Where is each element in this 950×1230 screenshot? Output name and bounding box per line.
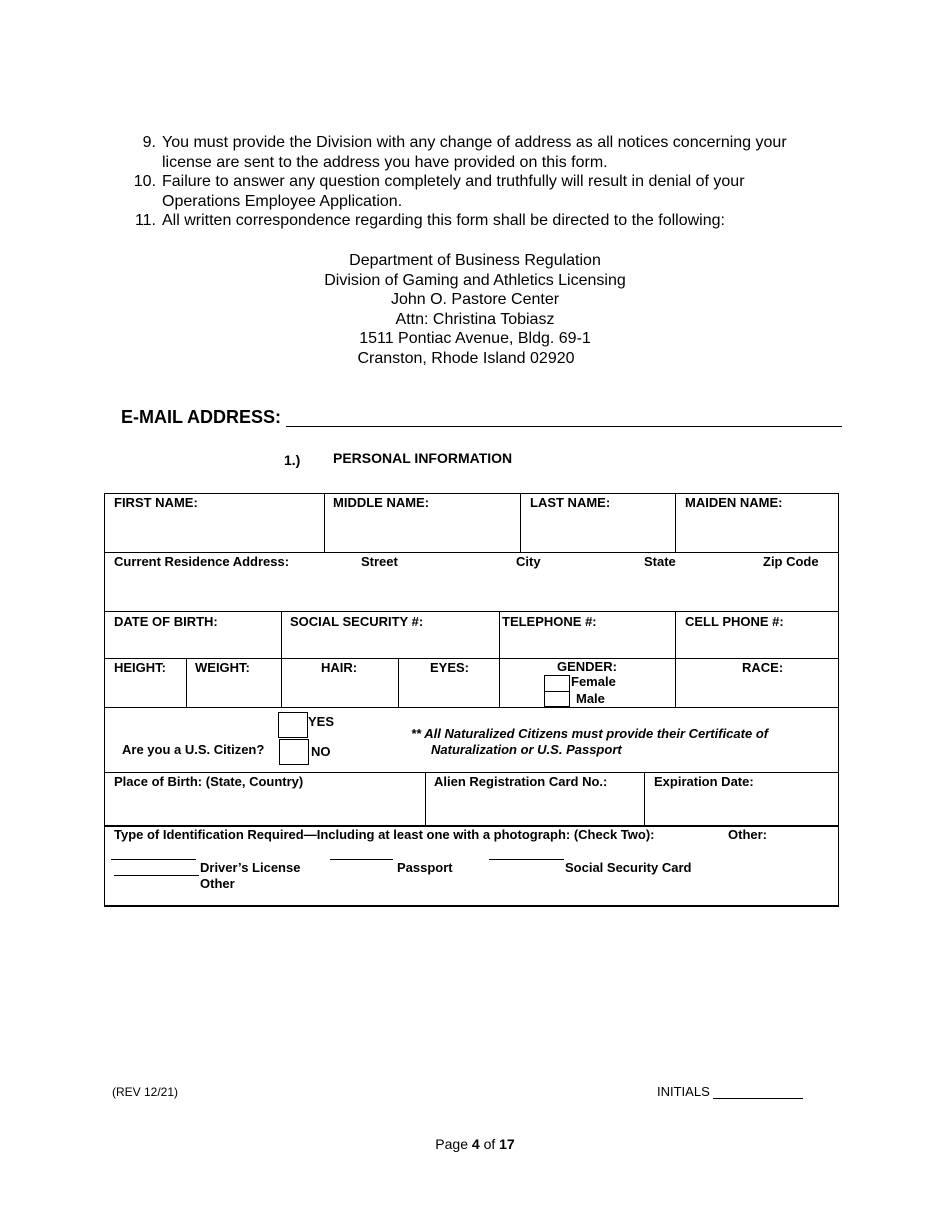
page-number [0, 1136, 950, 1152]
address-line: Division of Gaming and Athletics Licensing [324, 271, 626, 289]
col-divider [324, 494, 325, 552]
naturalization-note: ** All Naturalized Citizens must provide their Certificate of [411, 726, 769, 741]
maiden-name-field[interactable]: MAIDEN NAME: [685, 495, 783, 510]
instruction-number: 10. [133, 173, 156, 190]
col-divider [398, 658, 399, 707]
address-line: Cranston, Rhode Island 02920 [357, 349, 575, 367]
instruction-text: Operations Employee Application. [162, 192, 403, 210]
instruction-number: 11. [134, 212, 156, 229]
other-id-label: Other [200, 876, 235, 891]
weight-field[interactable]: WEIGHT: [195, 660, 250, 675]
row-divider [105, 552, 838, 553]
page-of: of [483, 1136, 496, 1152]
passport-label: Passport [397, 860, 453, 875]
citizen-yes-checkbox[interactable] [278, 712, 308, 738]
street-label: Street [361, 554, 398, 569]
email-label: E-MAIL ADDRESS: [121, 407, 282, 427]
col-divider [499, 611, 500, 707]
section-number: 1.) [284, 452, 301, 468]
address-line: John O. Pastore Center [390, 291, 560, 309]
initials-field[interactable] [713, 1098, 803, 1099]
expiration-date-field[interactable]: Expiration Date: [654, 774, 754, 789]
yes-label: YES [308, 714, 335, 729]
address-line: Attn: Christina Tobiasz [395, 310, 555, 328]
other-id-blank[interactable] [114, 875, 199, 876]
height-field[interactable]: HEIGHT: [114, 660, 166, 675]
date-of-birth-field[interactable]: DATE OF BIRTH: [114, 614, 218, 629]
male-label: Male [576, 691, 605, 706]
instruction-text: license are sent to the address you have provided on this form. [162, 153, 608, 171]
telephone-field[interactable]: TELEPHONE #: [502, 614, 597, 629]
col-divider [186, 658, 187, 707]
male-checkbox[interactable] [544, 691, 570, 707]
instruction-text: You must provide the Division with any change of address as all notices concerning your [162, 134, 787, 151]
social-security-card-label: Social Security Card [565, 860, 692, 875]
race-field[interactable]: RACE: [742, 660, 784, 675]
first-name-field[interactable]: FIRST NAME: [114, 495, 198, 510]
place-of-birth-field[interactable]: Place of Birth: (State, Country) [114, 774, 304, 789]
alien-card-field[interactable]: Alien Registration Card No.: [434, 774, 608, 789]
col-divider [675, 494, 676, 552]
row-divider [105, 611, 838, 612]
address-line: 1511 Pontiac Avenue, Bldg. 69-1 [359, 330, 591, 348]
initials-label: INITIALS [657, 1084, 710, 1099]
state-label: State [644, 554, 676, 569]
instruction-number: 9. [142, 134, 156, 151]
citizen-no-checkbox[interactable] [279, 739, 309, 765]
female-label: Female [571, 674, 616, 689]
col-divider [644, 772, 645, 825]
instruction-text: All written correspondence regarding this form shall be directed to the following: [162, 212, 725, 229]
residence-address-field[interactable]: Current Residence Address: [114, 554, 290, 569]
revision-label: (REV 12/21) [112, 1085, 179, 1099]
social-security-field[interactable]: SOCIAL SECURITY #: [290, 614, 424, 629]
personal-info-form [104, 493, 839, 907]
mailing-address [250, 251, 700, 369]
page-total: 17 [499, 1136, 515, 1152]
col-divider [425, 772, 426, 825]
cell-phone-field[interactable]: CELL PHONE #: [685, 614, 784, 629]
row-divider [105, 658, 838, 659]
female-checkbox[interactable] [544, 675, 570, 692]
row-divider [105, 772, 838, 773]
email-field[interactable] [286, 426, 842, 427]
drivers-license-label: Driver’s License [200, 860, 301, 875]
page-prefix: Page [435, 1136, 468, 1152]
gender-label: GENDER: [557, 659, 617, 674]
col-divider [675, 611, 676, 707]
last-name-field[interactable]: LAST NAME: [530, 495, 611, 510]
drivers-license-blank[interactable] [111, 859, 196, 860]
social-security-card-blank[interactable] [489, 859, 564, 860]
no-label: NO [311, 744, 331, 759]
page-current: 4 [471, 1136, 480, 1152]
city-label: City [516, 554, 541, 569]
id-required-label: Type of Identification Required—Including at least one with a photograph: (Check Two): [114, 827, 655, 842]
other-header-label: Other: [728, 827, 767, 842]
row-divider [105, 707, 838, 708]
naturalization-note: Naturalization or U.S. Passport [431, 742, 622, 757]
section-title: PERSONAL INFORMATION [333, 450, 513, 466]
instruction-text: Failure to answer any question completely and truthfully will result in denial of your [162, 173, 745, 190]
col-divider [520, 494, 521, 552]
citizen-question: Are you a U.S. Citizen? [122, 742, 265, 757]
eyes-field[interactable]: EYES: [430, 660, 470, 675]
col-divider [281, 611, 282, 707]
middle-name-field[interactable]: MIDDLE NAME: [333, 495, 430, 510]
zip-code-label: Zip Code [763, 554, 819, 569]
hair-field[interactable]: HAIR: [321, 660, 358, 675]
address-line: Department of Business Regulation [349, 252, 601, 269]
passport-blank[interactable] [330, 859, 393, 860]
